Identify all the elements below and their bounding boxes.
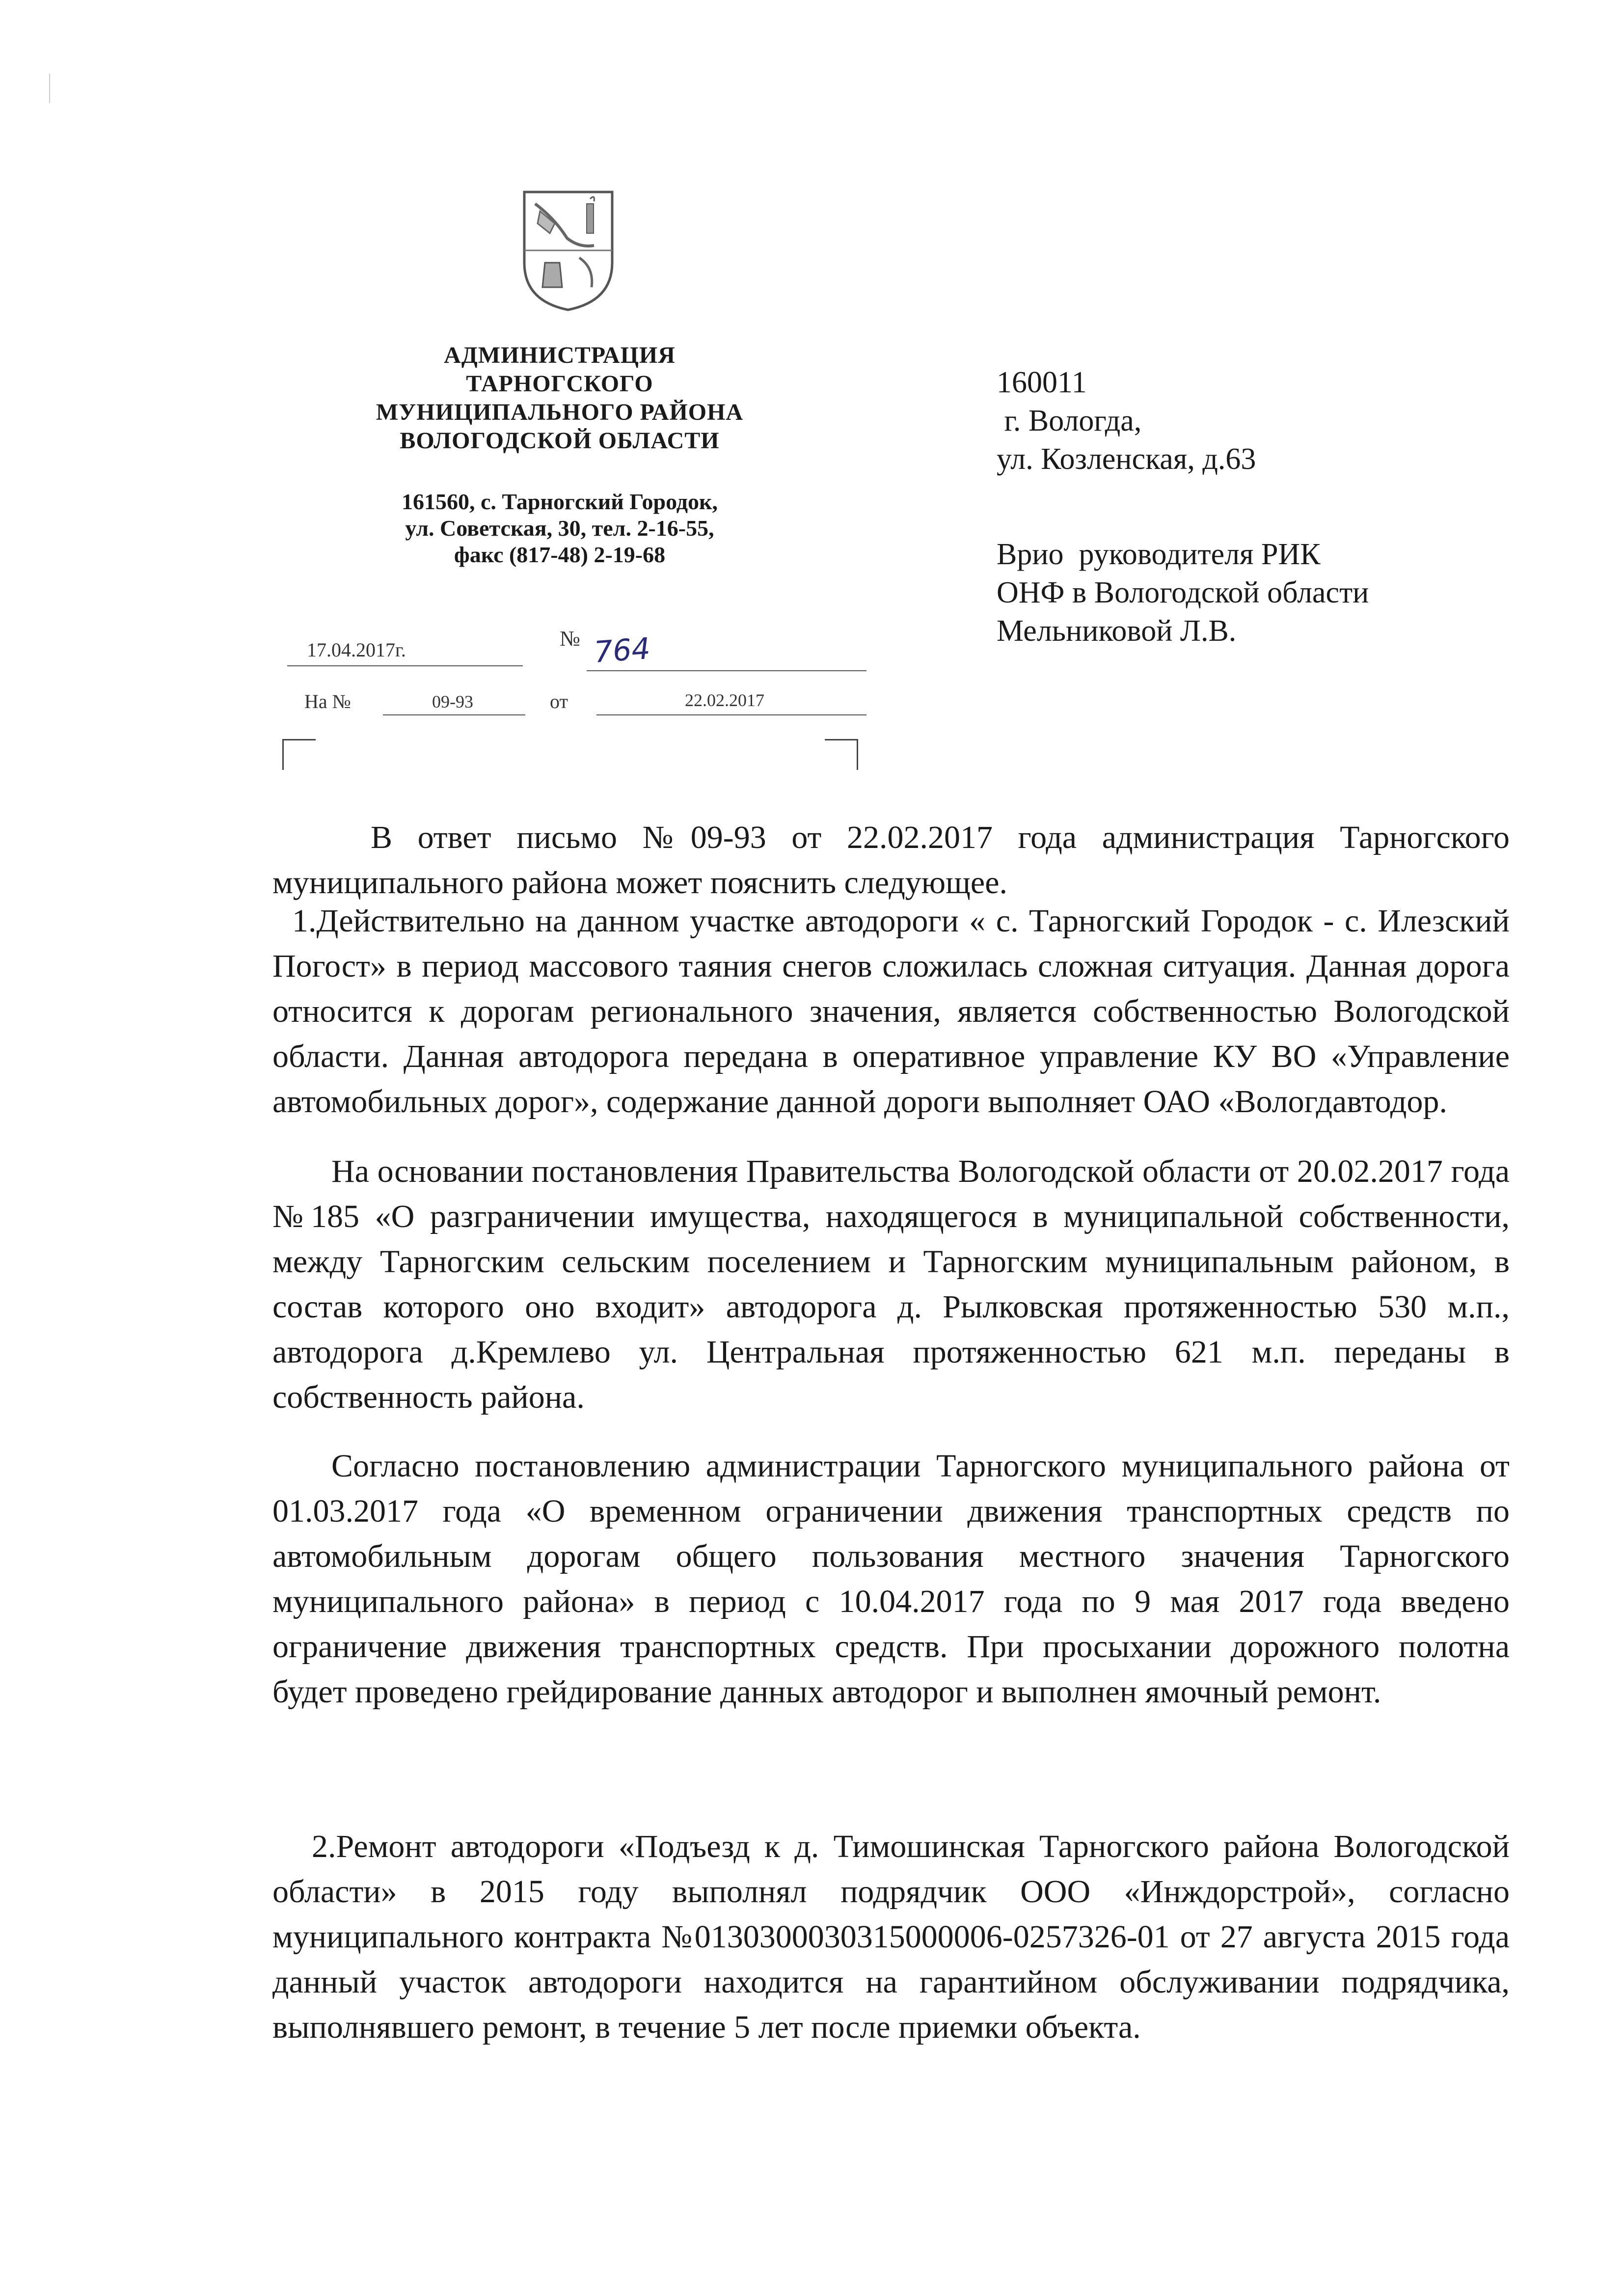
address-line: факс (817-48) 2-19-68 (454, 542, 666, 567)
number-label: № (560, 627, 580, 651)
recipient-address-line: ул. Козленская, д.63 (997, 442, 1256, 476)
paragraph-text: На основании постановления Правительства Вологодской области от 20.02.2017 года №185 «О разграничении имущества, находящегося в муниципальной собственности, между Тарногским сельским поселением и Тарногским муниципальным районом, в состав которого оно входит» автодорога д. Рылковская протяженностью 530 м.п., автодорога д.Кремлево ул. Центральная протяженностью 621 м.п. переданы в собственность района. (272, 1153, 1510, 1415)
recipient-address-line: г. Вологда, (997, 404, 1142, 437)
sender-address (314, 489, 805, 568)
letter-number-handwritten: 764 (593, 631, 651, 670)
paragraph-text: 1.Действительно на данном участке автодороги « с. Тарногский Городок - с. Илезский Погост» в период массового таяния снегов сложилась сложная ситуация. Данная дорога относится к дорогам регионального значения, является собственностью Вологодской области. Данная автодорога передана в оперативное управление КУ ВО «Управление автомобильных дорог», содержание данной дороги выполняет ОАО «Вологдавтодор. (272, 903, 1510, 1120)
paragraph-repair-warranty (272, 1824, 1510, 2050)
address-line: 161560, с. Тарногский Городок, (401, 489, 718, 514)
recipient-address-line: 160011 (997, 366, 1087, 399)
coat-of-arms-emblem (520, 189, 616, 312)
address-line: ул. Советская, 30, тел. 2-16-55, (405, 516, 714, 541)
address-field-corner-left (282, 739, 316, 770)
address-field-corner-right (825, 739, 858, 770)
org-line: МУНИЦИПАЛЬНОГО РАЙОНА (376, 399, 744, 425)
recipient-address (997, 363, 1256, 478)
ref-date: 22.02.2017 (685, 690, 764, 710)
paragraph-property-resolution (272, 1149, 1510, 1420)
org-line: ВОЛОГОДСКОЙ ОБЛАСТИ (400, 428, 720, 454)
paragraph-traffic-restriction (272, 1444, 1510, 1715)
paragraph-text: В ответ письмо №09-93 от 22.02.2017 года администрация Тарногского муниципального района может пояснить следующее. (272, 820, 1510, 901)
scan-margin-mark (49, 74, 50, 103)
paragraph-text: Согласно постановлению администрации Тарногского муниципального района от 01.03.2017 года «О временном ограничении движения транспортных средств по автомобильным дорогам общего пользования местного значения Тарногского муниципального района» в период с 10.04.2017 года по 9 мая 2017 года введено ограничение движения транспортных средств. При просыхании дорожного полотна будет проведено грейдирование данных автодорог и выполнен ямочный ремонт. (272, 1448, 1510, 1710)
recipient-line: Мельниковой Л.В. (997, 614, 1237, 648)
paragraph-road-situation (272, 899, 1510, 1124)
letter-date: 17.04.2017г. (307, 639, 406, 661)
org-line: ТАРНОГСКОГО (466, 371, 653, 397)
ref-label: На № (304, 690, 351, 712)
sender-organization (314, 341, 805, 455)
org-line: АДМИНИСТРАЦИЯ (444, 342, 676, 368)
paragraph-text: 2.Ремонт автодороги «Подъезд к д. Тимошинская Тарногского района Вологодской области» в 2015 году выполнял подрядчик ООО «Инждорстрой», согласно муниципального контракта №0130300030315000006-0257326-01 от 27 августа 2015 года данный участок автодороги находится на гарантийном обслуживании подрядчика, выполнявшего ремонт, в течение 5 лет после приемки объекта. (272, 1829, 1510, 2045)
paragraph-intro (272, 815, 1510, 905)
ref-number: 09-93 (432, 692, 473, 711)
recipient-person (997, 535, 1369, 650)
recipient-line: ОНФ в Вологодской области (997, 576, 1369, 609)
from-label: от (550, 690, 568, 712)
recipient-line: Врио руководителя РИК (997, 538, 1321, 571)
